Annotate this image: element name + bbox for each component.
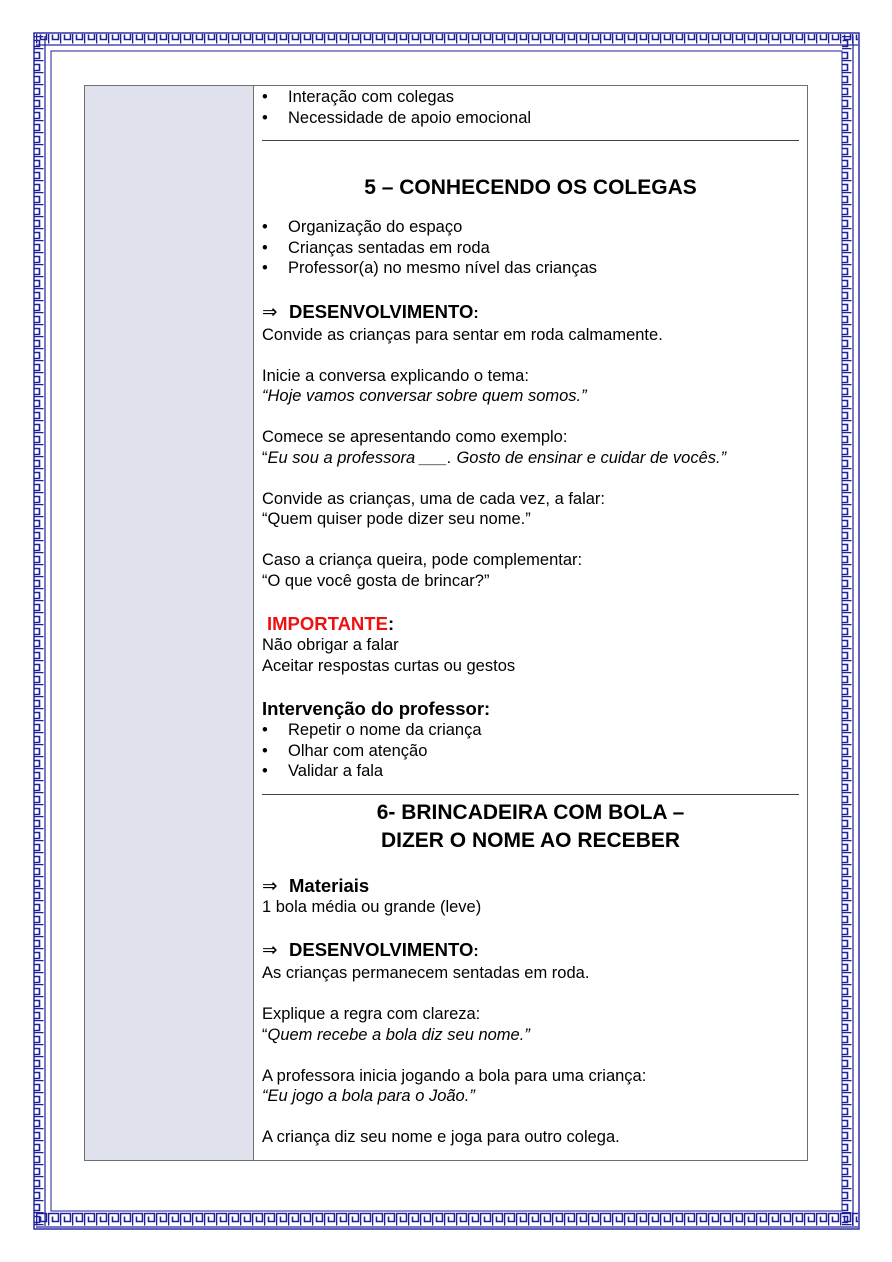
section-5-bullets: [262, 217, 799, 279]
list-item: • Interação com colegas: [262, 87, 799, 108]
important-heading: IMPORTANTE:: [267, 613, 395, 634]
content-table: [84, 85, 808, 1161]
paragraph: Convide as crianças, uma de cada vez, a falar:: [262, 489, 606, 508]
list-item: • Repetir o nome da criança: [262, 720, 799, 741]
quote: “O que você gosta de brincar?”: [262, 571, 490, 590]
top-bullet-list: [262, 87, 799, 128]
section-5-title: 5 – CONHECENDO OS COLEGAS: [364, 176, 697, 199]
intervention-bullets: [262, 720, 799, 782]
quote: “Hoje vamos conversar sobre quem somos.”: [262, 387, 587, 405]
right-content-column: [254, 86, 807, 1160]
paragraph: Comece se apresentando como exemplo:: [262, 428, 568, 446]
list-item: • Olhar com atenção: [262, 741, 799, 762]
arrow-right-icon: ⇒: [262, 939, 278, 960]
paragraph: Inicie a conversa explicando o tema:: [262, 366, 529, 385]
development-heading: ⇒ DESENVOLVIMENTO:: [262, 939, 479, 960]
paragraph: As crianças permanecem sentadas em roda.: [262, 964, 590, 982]
paragraph: Não obrigar a falar: [262, 636, 399, 654]
materials-heading: ⇒ Materiais: [262, 874, 370, 896]
quote: “Eu jogo a bola para o João.”: [262, 1087, 475, 1105]
quote: “Quem quiser pode dizer seu nome.”: [262, 510, 531, 528]
development-heading: ⇒ DESENVOLVIMENTO:: [262, 300, 479, 322]
list-item: • Crianças sentadas em roda: [262, 238, 799, 259]
quote: “Quem recebe a bola diz seu nome.”: [262, 1025, 530, 1044]
paragraph: 1 bola média ou grande (leve): [262, 897, 482, 916]
paragraph: Caso a criança queira, pode complementar:: [262, 551, 583, 569]
list-item: • Professor(a) no mesmo nível das crianças: [262, 258, 799, 279]
paragraph: Convide as crianças para sentar em roda calmamente.: [262, 325, 663, 344]
section-6-title-line-1: 6- BRINCADEIRA COM BOLA –: [376, 800, 685, 824]
paragraph: A professora inicia jogando a bola para uma criança:: [262, 1066, 647, 1085]
list-item: • Validar a fala: [262, 761, 799, 782]
intervention-heading: Intervenção do professor:: [262, 698, 491, 719]
arrow-right-icon: ⇒: [262, 874, 278, 896]
arrow-right-icon: ⇒: [262, 300, 278, 322]
section-6-title-line-2: DIZER O NOME AO RECEBER: [380, 828, 681, 852]
paragraph: Explique a regra com clareza:: [262, 1005, 481, 1023]
list-item: • Necessidade de apoio emocional: [262, 108, 799, 129]
paragraph: A criança diz seu nome e joga para outro colega.: [262, 1128, 620, 1146]
list-item: • Organização do espaço: [262, 217, 799, 238]
quote: “Eu sou a professora ___. Gosto de ensinar e cuidar de vocês.”: [262, 448, 727, 467]
left-shaded-column: [85, 86, 254, 1160]
paragraph: Aceitar respostas curtas ou gestos: [262, 656, 516, 675]
